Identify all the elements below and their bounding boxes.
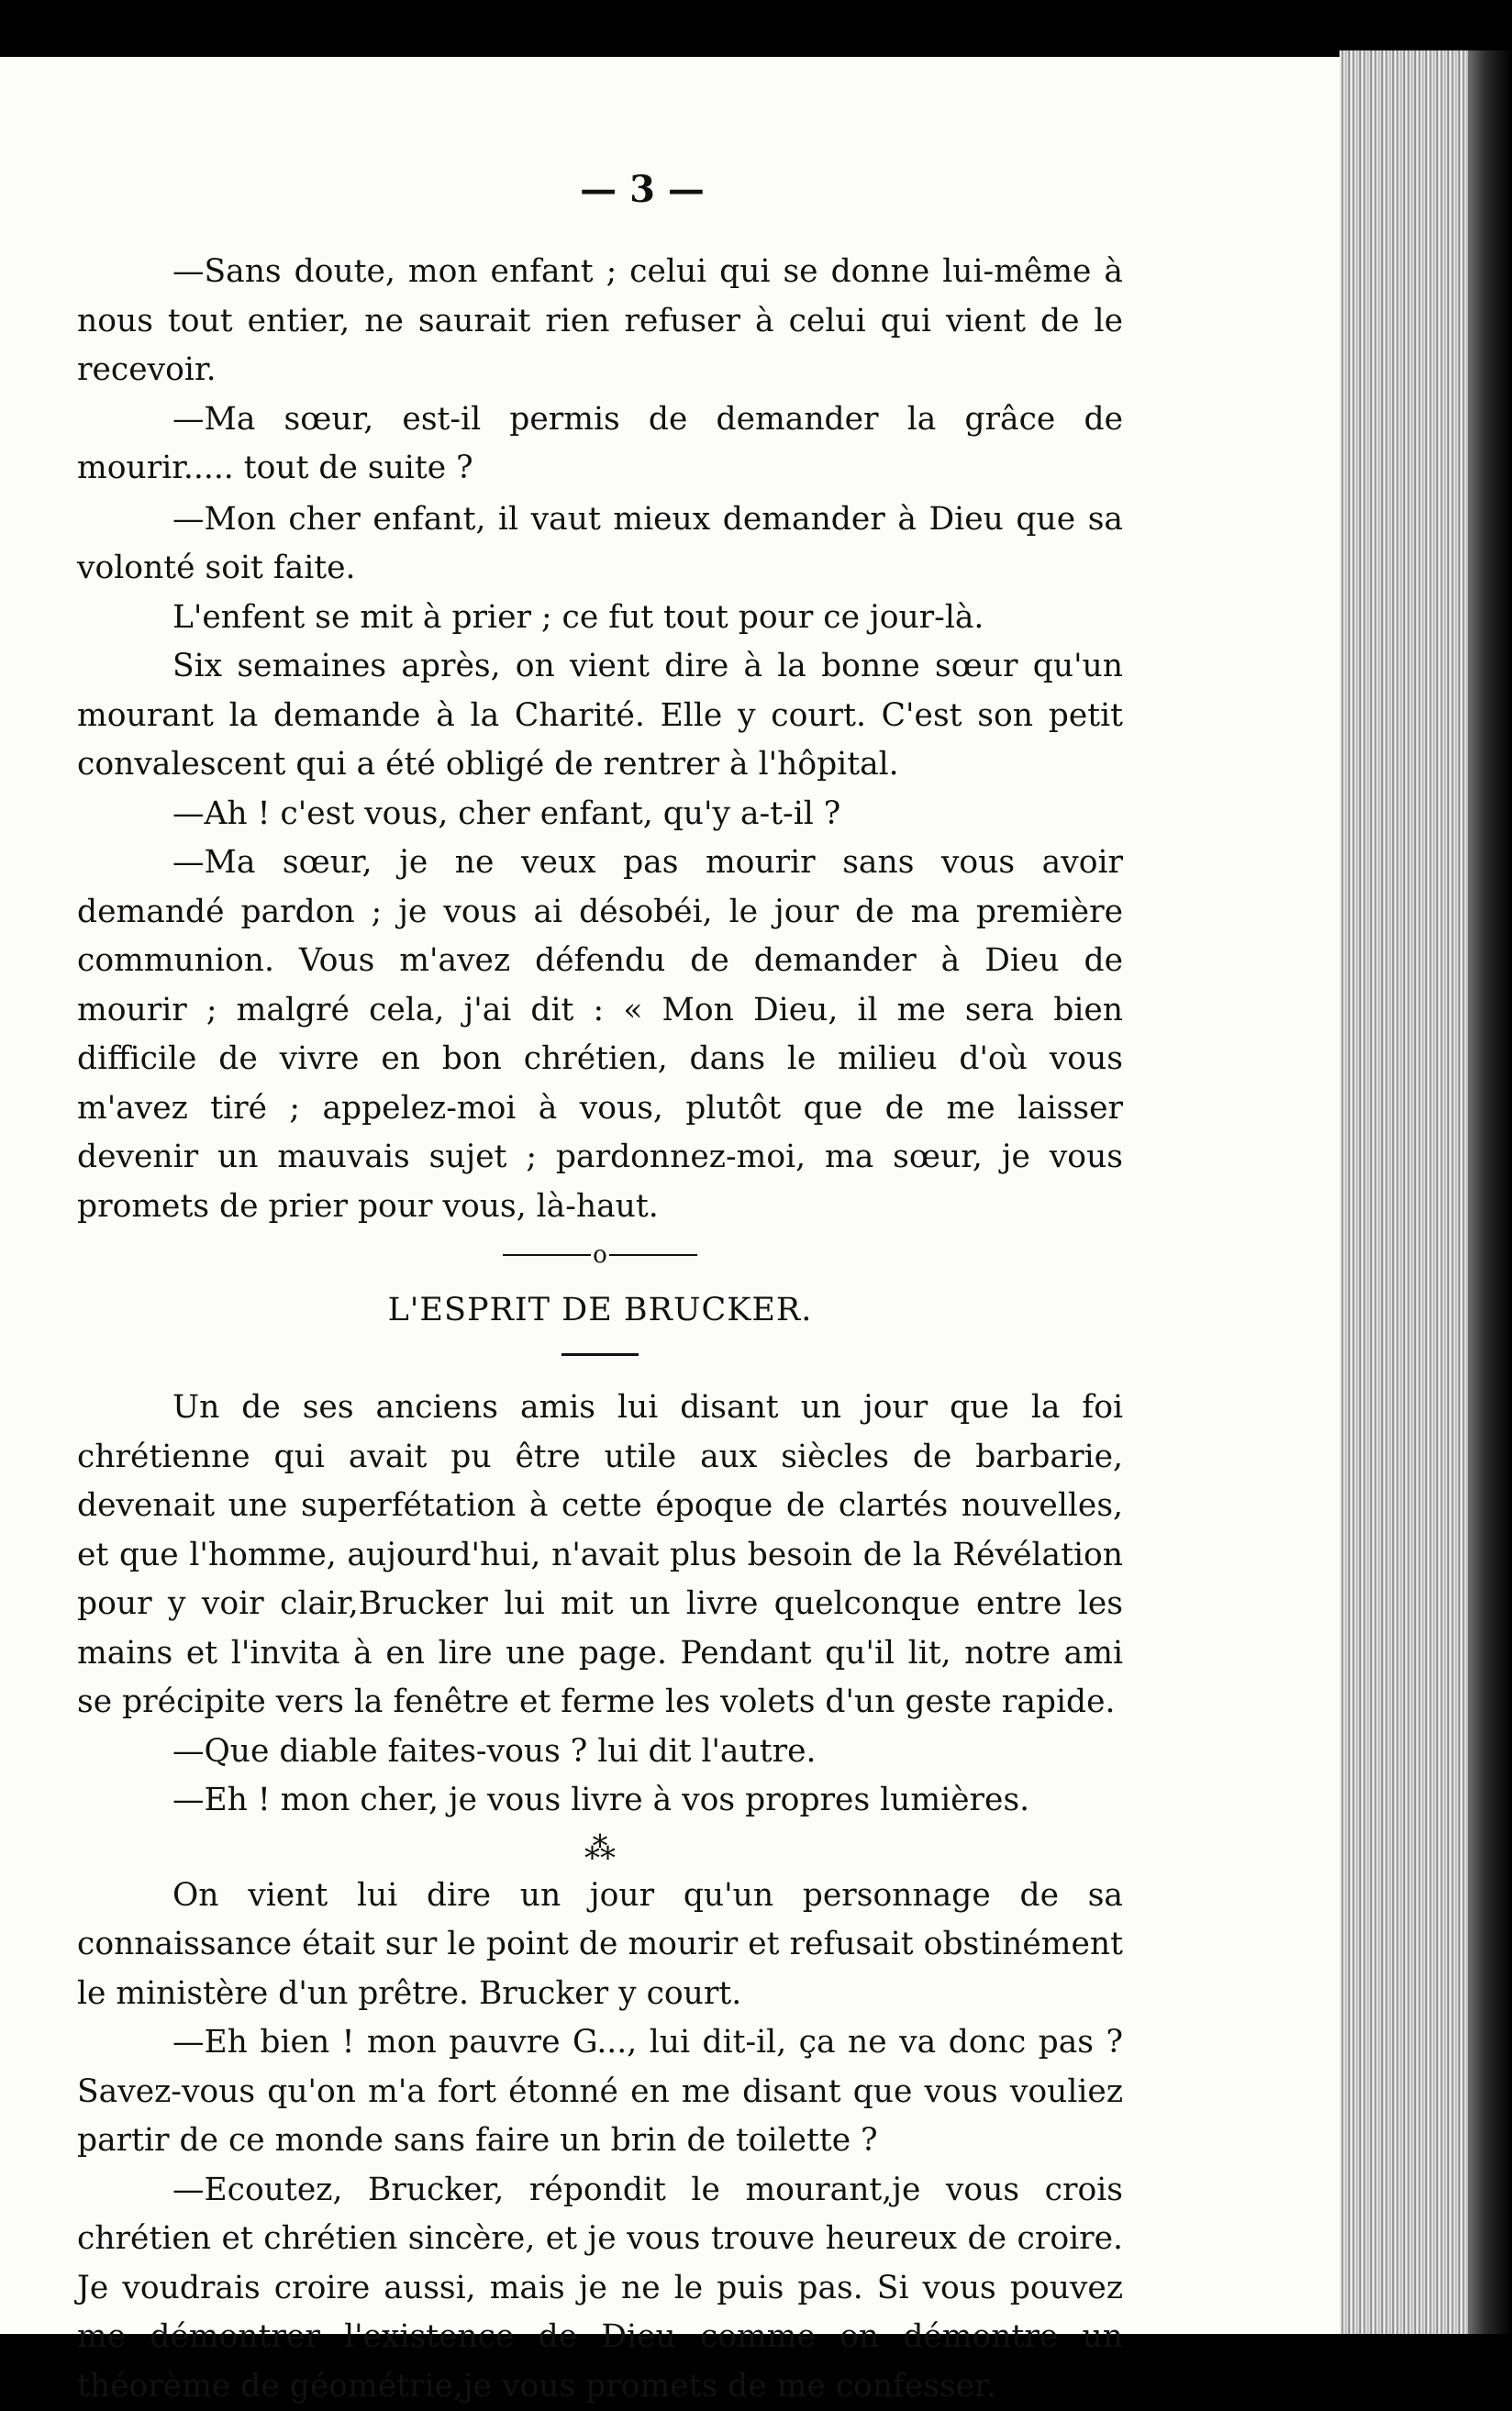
paragraph: L'enfent se mit à prier ; ce fut tout pour ce jour-là. — [77, 594, 1123, 643]
paragraph: Un de ses anciens amis lui disant un jour que la foi chrétienne qui avait pu être utile aux siècles de barbarie, devenait une superfétation à cette époque de clartés nouvelles, et que l'homme, aujourd'hui, n'avait plus besoin de la Révélation pour y voir clair,Brucker lui mit un livre quelconque entre les mains et l'invita à en lire une page. Pendant qu'il lit, notre ami se précipite vers la fenêtre et ferme les volets d'un geste rapide. — [77, 1383, 1123, 1728]
paragraph: —Sans doute, mon enfant ; celui qui se donne lui-même à nous tout entier, ne saurait rien refuser à celui qui vient de le recevoir. — [77, 248, 1123, 395]
paragraph: Six semaines après, on vient dire à la bonne sœur qu'un mourant la demande à la Charité. Elle y court. C'est son petit convalescent qui a été obligé de rentrer à l'hôpital. — [77, 642, 1123, 790]
title-rule — [561, 1353, 639, 1356]
book-spine-shadow — [1468, 50, 1512, 2334]
section-separator — [77, 1240, 1123, 1269]
paragraph: —Que diable faites-vous ? lui dit l'autre. — [77, 1728, 1123, 1777]
paragraph: —Eh ! mon cher, je vous livre à vos propres lumières. — [77, 1776, 1123, 1826]
paragraph: —Eh bien ! mon pauvre G..., lui dit-il, ça ne va donc pas ? Savez-vous qu'on m'a fort étonné en me disant que vous vouliez partir de ce monde sans faire un brin de toilette ? — [77, 2018, 1123, 2166]
paragraph: —Ma sœur, est-il permis de demander la grâce de mourir..... tout de suite ? — [77, 395, 1123, 494]
paragraph: —Ecoutez, Brucker, répondit le mourant,je vous crois chrétien et chrétien sincère, et je vous trouve heureux de croire. Je voudrais croire aussi, mais je ne le puis pas. Si vous pouvez me démontrer l'existence de Dieu comme on démontre un théorème de géométrie,je vous promets de me confesser. — [77, 2166, 1123, 2411]
paragraph: —Ah ! c'est vous, cher enfant, qu'y a-t-il ? — [77, 790, 1123, 839]
body-text — [77, 248, 1123, 2411]
separator-line-left — [503, 1254, 591, 1256]
section-title: L'ESPRIT DE BRUCKER. — [77, 1287, 1123, 1333]
page-number: — 3 — — [0, 168, 1284, 211]
paragraph: —Ma sœur, je ne veux pas mourir sans vous avoir demandé pardon ; je vous ai désobéi, le jour de ma première communion. Vous m'avez défendu de demander à Dieu de mourir ; malgré cela, j'ai dit : « Mon Dieu, il me sera bien difficile de vivre en bon chrétien, dans le milieu d'où vous m'avez tiré ; appelez-moi à vous, plutôt que de me laisser devenir un mauvais sujet ; pardonnez-moi, ma sœur, je vous promets de prier pour vous, là-haut. — [77, 839, 1123, 1231]
asterism: ⁂ — [77, 1826, 1123, 1872]
paragraph: —Mon cher enfant, il vaut mieux demander à Dieu que sa volonté soit faite. — [77, 495, 1123, 594]
separator-line-right — [609, 1254, 697, 1256]
paragraph: On vient lui dire un jour qu'un personnage de sa connaissance était sur le point de mourir et refusait obstinément le ministère d'un prêtre. Brucker y court. — [77, 1872, 1123, 2019]
separator-mark: o — [593, 1241, 607, 1269]
page-edges — [1340, 50, 1468, 2334]
